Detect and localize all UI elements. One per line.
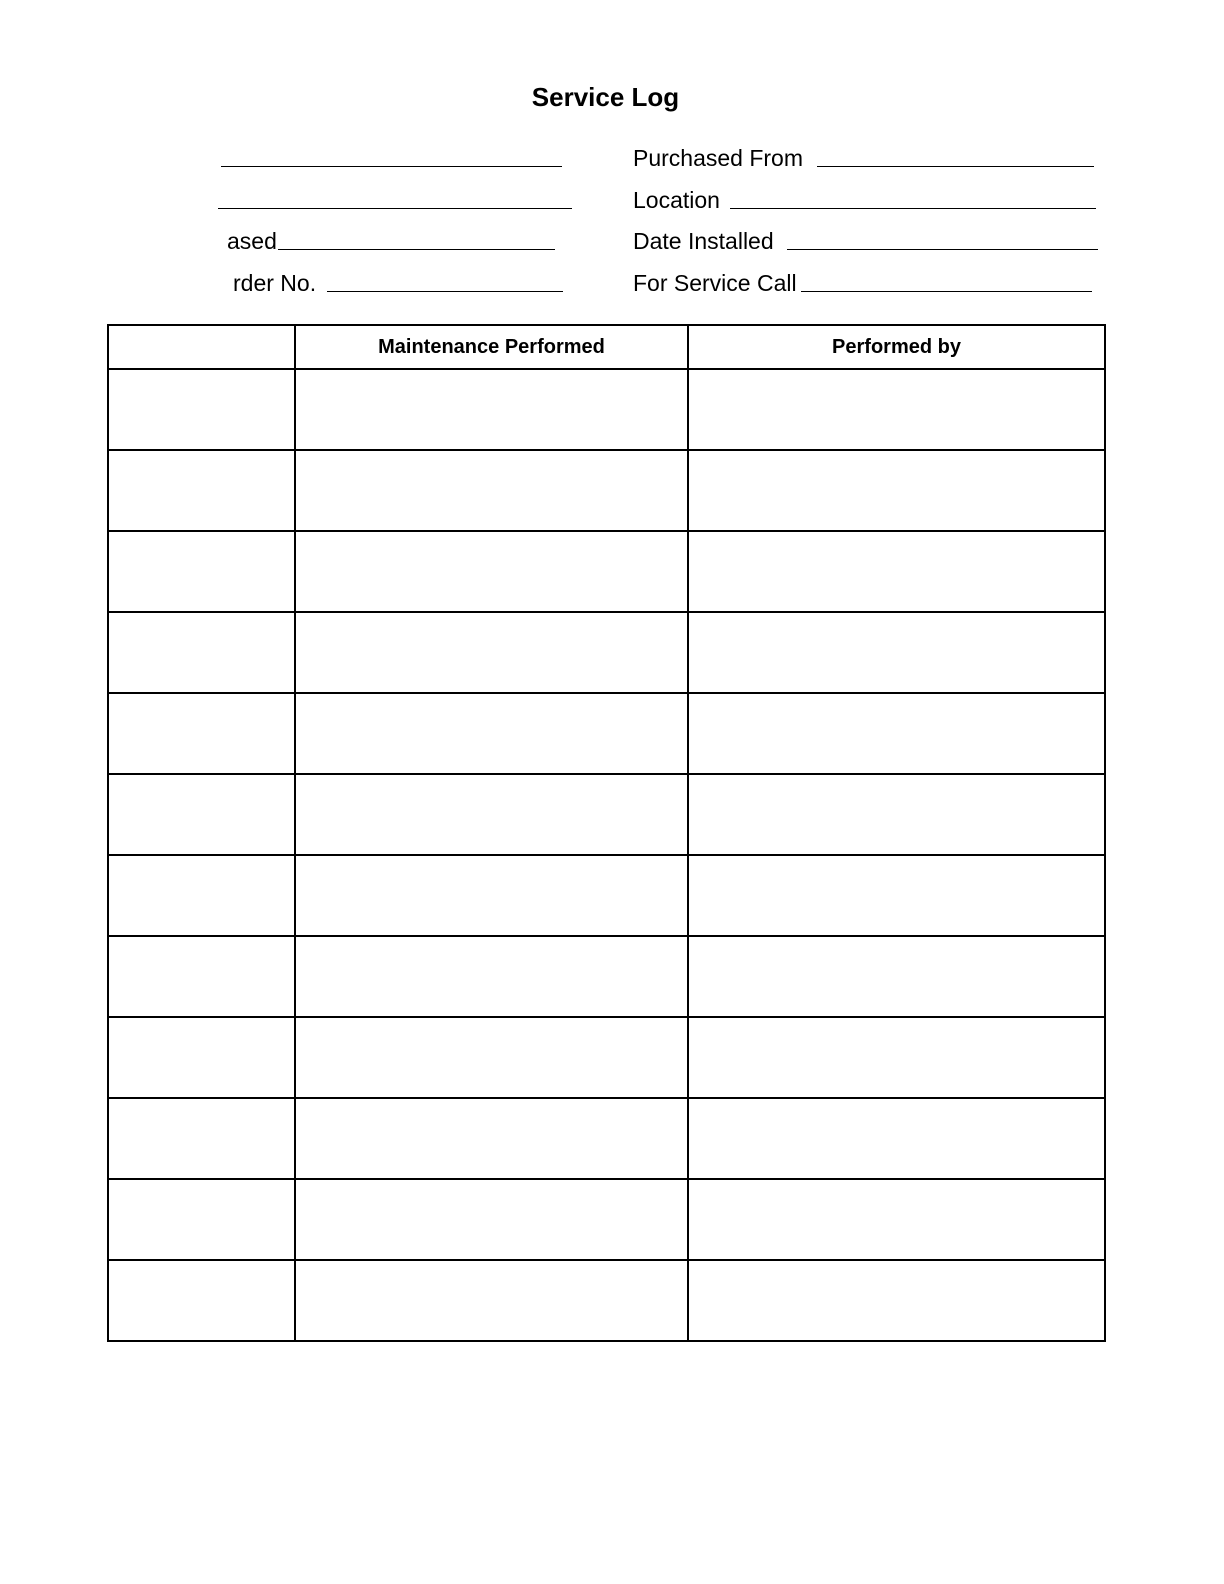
field-line-for-service-call[interactable]	[801, 291, 1092, 292]
performed-by-cell[interactable]	[688, 774, 1105, 855]
service-log-table	[107, 324, 1106, 1342]
maintenance-cell[interactable]	[295, 774, 688, 855]
field-label-date-installed: Date Installed	[633, 228, 774, 254]
table-row	[108, 1179, 1105, 1260]
date-cell[interactable]	[108, 774, 295, 855]
table-row	[108, 1098, 1105, 1179]
date-cell[interactable]	[108, 450, 295, 531]
left-field-line-1[interactable]	[221, 166, 562, 167]
column-header-maintenance-performed: Maintenance Performed	[295, 325, 688, 369]
maintenance-cell[interactable]	[295, 936, 688, 1017]
table-row	[108, 693, 1105, 774]
performed-by-cell[interactable]	[688, 936, 1105, 1017]
performed-by-cell[interactable]	[688, 1179, 1105, 1260]
table-row	[108, 531, 1105, 612]
table-row	[108, 1017, 1105, 1098]
maintenance-cell[interactable]	[295, 1260, 688, 1341]
performed-by-cell[interactable]	[688, 612, 1105, 693]
performed-by-cell[interactable]	[688, 1260, 1105, 1341]
table-row	[108, 774, 1105, 855]
column-header-performed-by: Performed by	[688, 325, 1105, 369]
date-cell[interactable]	[108, 855, 295, 936]
performed-by-cell[interactable]	[688, 855, 1105, 936]
performed-by-cell[interactable]	[688, 693, 1105, 774]
performed-by-cell[interactable]	[688, 531, 1105, 612]
date-cell[interactable]	[108, 1098, 295, 1179]
date-cell[interactable]	[108, 936, 295, 1017]
maintenance-cell[interactable]	[295, 450, 688, 531]
table-row	[108, 855, 1105, 936]
left-field-line-2[interactable]	[218, 208, 572, 209]
date-cell[interactable]	[108, 612, 295, 693]
field-line-ased[interactable]	[278, 249, 555, 250]
maintenance-cell[interactable]	[295, 1179, 688, 1260]
maintenance-cell[interactable]	[295, 1098, 688, 1179]
table-row	[108, 450, 1105, 531]
column-header-date	[108, 325, 295, 369]
date-cell[interactable]	[108, 1179, 295, 1260]
table-header-row	[108, 325, 1105, 369]
table-row	[108, 1260, 1105, 1341]
date-cell[interactable]	[108, 693, 295, 774]
performed-by-cell[interactable]	[688, 450, 1105, 531]
field-line-date-installed[interactable]	[787, 249, 1098, 250]
field-line-order-no[interactable]	[327, 291, 563, 292]
date-cell[interactable]	[108, 531, 295, 612]
performed-by-cell[interactable]	[688, 369, 1105, 450]
field-label-ased: ased	[227, 228, 277, 254]
table-row	[108, 612, 1105, 693]
maintenance-cell[interactable]	[295, 369, 688, 450]
date-cell[interactable]	[108, 1017, 295, 1098]
maintenance-cell[interactable]	[295, 693, 688, 774]
maintenance-cell[interactable]	[295, 1017, 688, 1098]
date-cell[interactable]	[108, 369, 295, 450]
maintenance-cell[interactable]	[295, 612, 688, 693]
field-label-location: Location	[633, 187, 720, 213]
field-label-order-no: rder No.	[233, 270, 317, 296]
field-label-purchased-from: Purchased From	[633, 145, 804, 171]
field-label-for-service-call: For Service Call	[633, 270, 797, 296]
table-row	[108, 369, 1105, 450]
performed-by-cell[interactable]	[688, 1017, 1105, 1098]
field-line-location[interactable]	[730, 208, 1096, 209]
maintenance-cell[interactable]	[295, 531, 688, 612]
maintenance-cell[interactable]	[295, 855, 688, 936]
page-title: Service Log	[531, 82, 680, 112]
date-cell[interactable]	[108, 1260, 295, 1341]
table-row	[108, 936, 1105, 1017]
field-line-purchased-from[interactable]	[817, 166, 1094, 167]
performed-by-cell[interactable]	[688, 1098, 1105, 1179]
